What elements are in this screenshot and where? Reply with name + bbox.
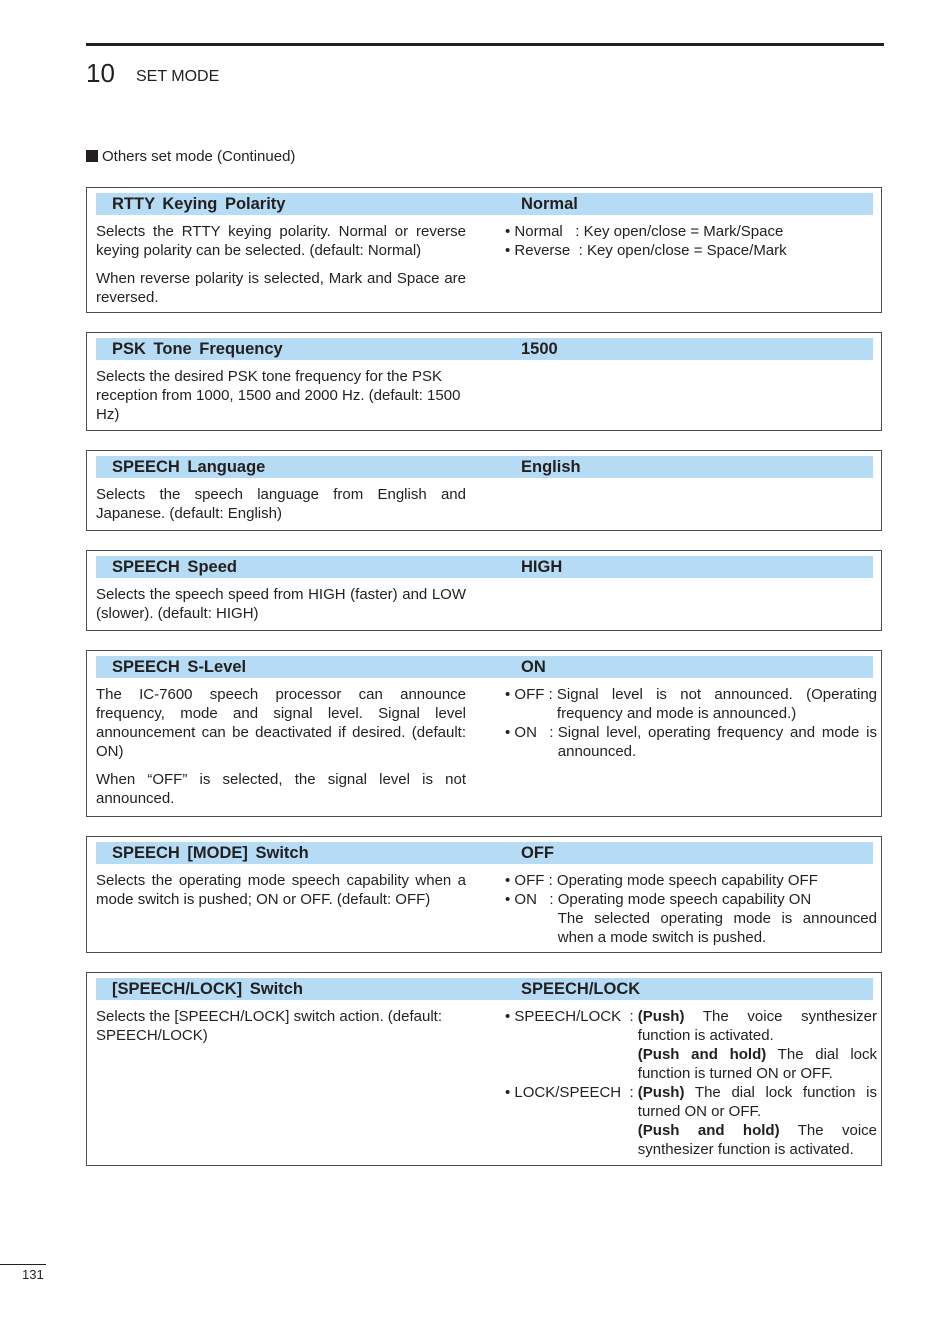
option-item: • LOCK/SPEECH : (Push) The dial lock function is turned ON or OFF. (Push and hold) The voice synthesizer function is activated. [505,1084,877,1158]
setting-box-rtty-keying-polarity [86,187,882,313]
page-number: 131 [22,1267,44,1282]
setting-name: RTTY Keying Polarity [112,195,286,213]
setting-default-value: ON [521,658,546,676]
setting-header-bar [96,978,873,1000]
setting-default-value: Normal [521,195,578,213]
setting-options [505,871,877,947]
setting-header-bar [96,338,873,360]
setting-default-value: English [521,458,581,476]
setting-default-value: 1500 [521,340,558,358]
section-heading: Others set mode (Continued) [86,147,295,167]
setting-default-value: OFF [521,844,554,862]
option-item: • Normal : Key open/close = Mark/Space [505,223,784,240]
setting-options [505,685,877,761]
setting-default-value: SPEECH/LOCK [521,980,641,998]
setting-box-speech-speed [86,550,882,631]
option-item: • ON : Operating mode speech capability ON The selected operating mode is announced when a mode switch is pushed. [505,891,877,946]
option-item: • ON : Signal level, operating frequency and mode is announced. [505,724,877,760]
setting-name: SPEECH Speed [112,558,237,576]
setting-box-speech-language [86,450,882,531]
setting-box-speech-lock-switch [86,972,882,1166]
setting-box-psk-tone-frequency [86,332,882,431]
setting-options [505,1007,877,1159]
setting-description: Selects the speech language from English and Japanese. (default: English) [96,486,466,522]
header-rule [86,43,884,46]
chapter-number: 10 [86,58,115,88]
setting-box-speech-s-level [86,650,882,817]
setting-box-speech-mode-switch [86,836,882,953]
option-item: • OFF : Operating mode speech capability OFF [505,872,818,889]
option-item: • Reverse : Key open/close = Space/Mark [505,242,787,259]
setting-name: SPEECH [MODE] Switch [112,844,309,862]
setting-header-bar [96,842,873,864]
setting-description: Selects the operating mode speech capability when a mode switch is pushed; ON or OFF. (default: OFF) [96,872,466,908]
setting-name: SPEECH S-Level [112,658,247,676]
setting-header-bar [96,556,873,578]
option-item: • SPEECH/LOCK : (Push) The voice synthesizer function is activated. (Push and hold) The dial lock function is turned ON or OFF. [505,1008,877,1082]
setting-name: SPEECH Language [112,458,266,476]
setting-header-bar [96,656,873,678]
square-bullet-icon [86,150,98,162]
setting-description: Selects the speech speed from HIGH (faster) and LOW (slower). (default: HIGH) [96,586,466,622]
setting-description: The IC-7600 speech processor can announce frequency, mode and signal level. Signal level announcement can be deactivated if desired. (default: ON) When “OFF” is selected, the signal level is not announced. [96,686,466,807]
setting-name: PSK Tone Frequency [112,340,283,358]
setting-header-bar [96,193,873,215]
setting-description: Selects the desired PSK tone frequency for the PSK reception from 1000, 1500 and 2000 Hz. (default: 1500 Hz) [96,368,461,423]
setting-default-value: HIGH [521,558,563,576]
footer-rule [0,1264,46,1265]
setting-description: Selects the [SPEECH/LOCK] switch action. (default: SPEECH/LOCK) [96,1008,442,1044]
option-item: • OFF : Signal level is not announced. (Operating frequency and mode is announced.) [505,686,877,722]
setting-description: Selects the RTTY keying polarity. Normal or reverse keying polarity can be selected. (default: Normal) When reverse polarity is selected, Mark and Space are reversed. [96,223,466,306]
setting-name: [SPEECH/LOCK] Switch [112,980,303,998]
chapter-title: SET MODE [136,68,220,85]
setting-header-bar [96,456,873,478]
setting-options [505,222,877,260]
